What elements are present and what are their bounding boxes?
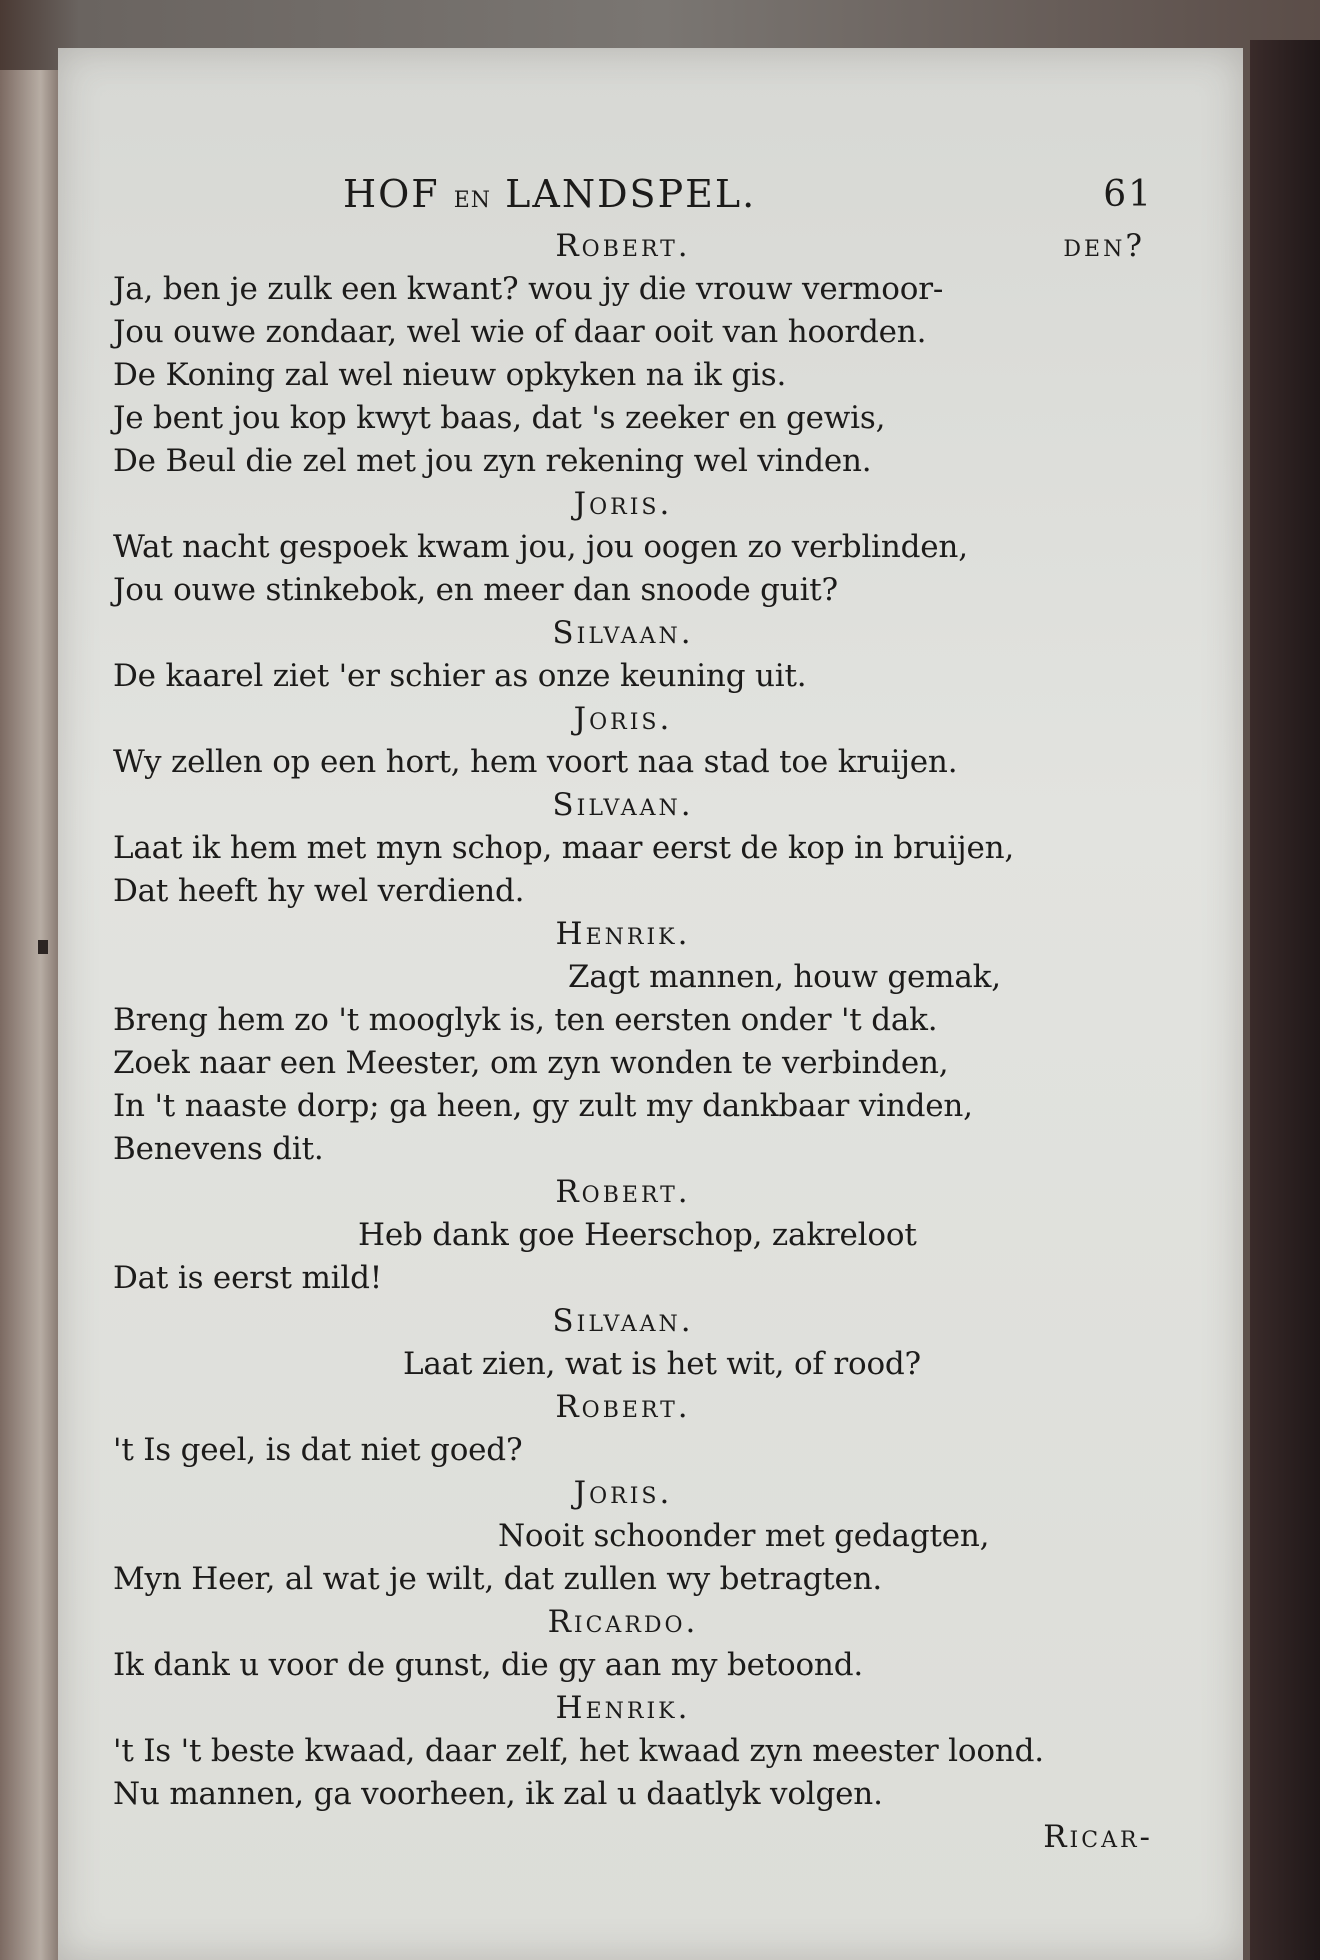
book-cover-edge [1250, 40, 1320, 1960]
verse-line: Ik dank u voor de gunst, die gy aan my betoond. [113, 1647, 863, 1683]
speaker-name: Silvaan. [552, 615, 694, 651]
speaker-name: Silvaan. [552, 1303, 694, 1339]
speaker-name: Robert. [555, 1389, 691, 1425]
verse-line: De Koning zal wel nieuw opkyken na ik gis. [113, 357, 787, 393]
running-header [113, 172, 1153, 225]
verse-line: Wy zellen op een hort, hem voort naa stad toe kruijen. [113, 744, 958, 780]
page-number: 61 [1103, 174, 1153, 215]
verse-line: Laat zien, wat is het wit, of rood? [403, 1346, 921, 1382]
speaker-name: Henrik. [555, 916, 691, 952]
speaker-name: Ricardo. [547, 1604, 699, 1640]
verse-line: Laat ik hem met myn schop, maar eerst de kop in bruijen, [113, 830, 1015, 866]
speaker-name: Joris. [573, 701, 673, 737]
verse-line: Myn Heer, al wat je wilt, dat zullen wy betragten. [113, 1561, 883, 1597]
page-text [113, 172, 1153, 1859]
turnover-text: den? [1063, 228, 1145, 264]
verse-line: Breng hem zo 't mooglyk is, ten eersten onder 't dak. [113, 1002, 938, 1038]
speaker-name: Robert. den? [113, 225, 1133, 268]
verse-line: Benevens dit. [113, 1131, 324, 1167]
catchword: Ricar- [1043, 1819, 1153, 1855]
verse-line: Ja, ben je zulk een kwant? wou jy die vrouw vermoor- [113, 271, 944, 307]
book-page [58, 48, 1243, 1960]
verse-line: Je bent jou kop kwyt baas, dat 's zeeker en gewis, [113, 400, 886, 436]
verse-line: 't Is 't beste kwaad, daar zelf, het kwaad zyn meester loond. [113, 1733, 1044, 1769]
verse-line: Heb dank goe Heerschop, zakreloot [358, 1217, 917, 1253]
speaker-name: Silvaan. [552, 787, 694, 823]
speaker-name: Joris. [573, 1475, 673, 1511]
facing-page-edge [0, 70, 60, 1960]
verse-line: De kaarel ziet 'er schier as onze keuning uit. [113, 658, 807, 694]
page-mark [38, 940, 48, 954]
verse-line: De Beul die zel met jou zyn rekening wel vinden. [113, 443, 872, 479]
verse-line: Dat is eerst mild! [113, 1260, 382, 1296]
speaker-name: Joris. [573, 486, 673, 522]
verse-line: Zoek naar een Meester, om zyn wonden te verbinden, [113, 1045, 949, 1081]
verse-line: Wat nacht gespoek kwam jou, jou oogen zo verblinden, [113, 529, 968, 565]
verse-line: Dat heeft hy wel verdiend. [113, 873, 525, 909]
verse-line: Zagt mannen, houw gemak, [568, 959, 1001, 995]
speaker-name: Henrik. [555, 1690, 691, 1726]
speaker-name: Robert. [555, 1174, 691, 1210]
verse-line: Jou ouwe zondaar, wel wie of daar ooit van hoorden. [113, 314, 927, 350]
verse-line: In 't naaste dorp; ga heen, gy zult my dankbaar vinden, [113, 1088, 973, 1124]
verse-line: Jou ouwe stinkebok, en meer dan snoode guit? [113, 572, 838, 608]
verse-line: Nooit schoonder met gedagten, [498, 1518, 990, 1554]
verse-line: Nu mannen, ga voorheen, ik zal u daatlyk volgen. [113, 1776, 883, 1812]
verse-line: 't Is geel, is dat niet goed? [113, 1432, 523, 1468]
running-title: HOF EN LANDSPEL. [343, 172, 757, 216]
